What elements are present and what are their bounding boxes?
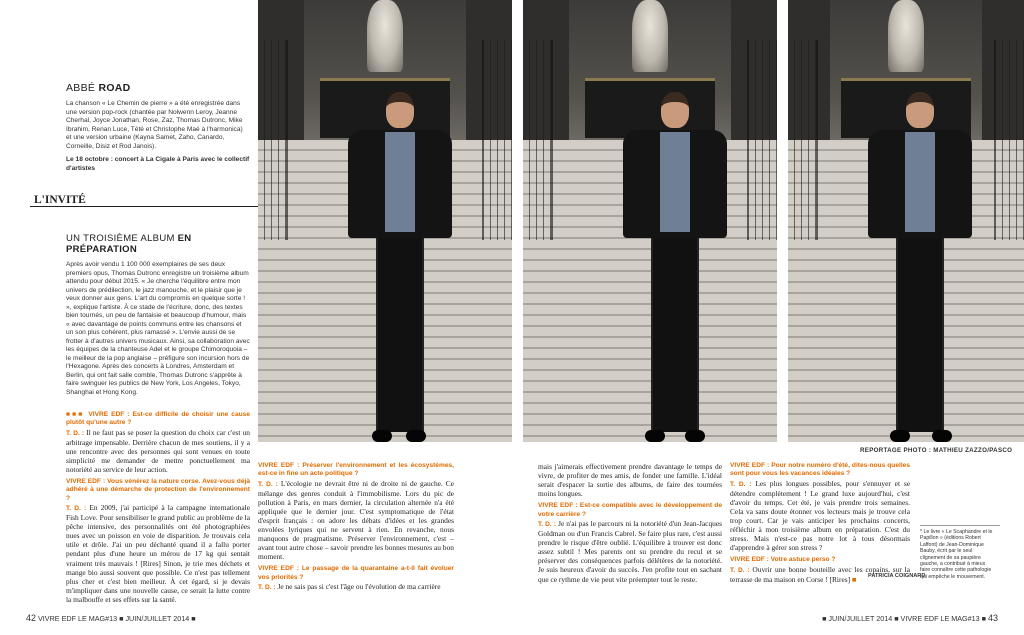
page-number: 43 — [987, 613, 998, 623]
qa-block: VIVRE EDF : Le passage de la quarantaine a-t-il fait évoluer vos priorités ? T. D. : Je ne sais pas si c'est l'âge ou l'évolution de ma carrière — [258, 565, 454, 592]
album-box — [66, 233, 250, 397]
interview-column-4 — [730, 462, 910, 588]
statue — [632, 0, 668, 72]
interview-column-3 — [538, 462, 722, 588]
interview-column-1 — [66, 411, 250, 608]
section-label: L'INVITÉ — [34, 194, 86, 206]
qa-block: VIVRE EDF : Pour notre numéro d'été, dites-nous quelles sont pour vous les vacances idéales ? T. D. : Les plus longues possibles, pour s'ennuyer et se détendre complètement ! Le grand luxe aujourd'hui, c'est d'avoir du temps. Cet été, je vais prendre trois semaines. Cela va sans doute étonner vos lecteurs mais je trouve cela trop court. Car je vais anticiper les prochains concerts, réfléchir à mon troisième album en préparation. C'est du stress. Mais n'est-ce pas notre lot à tous désormais d'apprendre à gérer son stress ? — [730, 462, 910, 553]
qa-block: VIVRE EDF : Vous vénérez la nature corse. Avez-vous déjà adhéré à une démarche de protection de l'environnement ? T. D. : En 2009, j'ai participé à la campagne internationale Fish Love. Pour sensibiliser le grand public au problème de la pêche intensive, des personnalités ont été photographiées nues avec un poisson en voie de disparition. Je trouvais cela utile et drôle. J'ai un peu déchanté quand il a fallu porter pendant plus d'une heure un mérou de 17 kg qui sentait vraiment très mauvais ! [Rires] Sinon, je trie mes déchets et mange bio aussi souvent que possible. Ce n'est pas tellement plus cher et c'est bien meilleur. À cet égard, si je devais m'impliquer dans une nouvelle cause, ce serait la lutte contre la malbouffe et ses effets sur la santé. — [66, 478, 250, 604]
qa-block: ■■■ VIVRE EDF : Est-ce difficile de choisir une cause plutôt qu'une autre ? T. D. : Il ne faut pas se poser la question du choix car c'est un arbitrage impensable. Derrière chacun de mes soutiens, il y a une rencontre avec des personnes qui sont venues en toute simplicité me demander de mettre ponctuellement ma notoriété au service de leur action. — [66, 411, 250, 474]
qa-block: VIVRE EDF : Est-ce compatible avec le développement de votre carrière ? T. D. : Je n'ai pas le parcours ni la notoriété d'un Jean-Jacques Goldman ou d'un Francis Cabrel. Se faire plus rare, c'est aussi prendre le risque d'être oublié. L'équilibre à trouver est donc assez subtil ! Mes parents ont su prendre du recul et se préserver des conséquences parfois délétères de la notoriété. Je suis heureux d'avoir du succès. J'en profite tout en sachant que ce rythme de vie peut vite préempter tout le reste. — [538, 502, 723, 584]
sidebar-title: ABBÉ ROAD — [66, 82, 131, 94]
portrait-figure — [860, 92, 980, 442]
page-number: 42 — [26, 613, 37, 623]
photo-dutronc-3 — [788, 0, 1024, 442]
sidebar-body: La chanson « Le Chemin de pierre » a été enregistrée dans une version pop-rock (chantée par Nolwenn Leroy, Jeanne Cherhal, Joyce Jonathan, Rose, Zaz, Thomas Dutronc, Mike Ibrahim, Renan Luce, Tété et Christophe Maé à l'harmonica) et une version urbaine (Kayna Samet, Zaho, Canardo, Corneille, Disiz et Rod Janois). — [66, 100, 243, 150]
album-title: UN TROISIÈME ALBUM EN PRÉPARATION — [66, 233, 192, 255]
qa-block: VIVRE EDF : Votre astuce perso ? T. D. : Ouvrir une bonne bouteille avec les copains, sur la terrasse de ma maison en Corse ! [Rires] ■ — [730, 556, 910, 584]
statue — [888, 0, 924, 72]
photo-dutronc-2 — [523, 0, 777, 442]
sidebar-concert: Le 18 octobre : concert à La Cigale à Paris avec le collectif d'artistes — [66, 156, 250, 172]
folio-text: VIVRE EDF LE MAG#13 ■ JUIN/JUILLET 2014 ■ — [38, 614, 196, 623]
section-rule — [30, 206, 258, 207]
photo-dutronc-1 — [258, 0, 512, 442]
sidebar-abbe-road — [66, 82, 250, 173]
folio-right — [822, 613, 998, 623]
folio-left — [26, 613, 196, 623]
statue — [367, 0, 403, 72]
lead-dots: ■■■ — [66, 411, 89, 418]
qa-block: VIVRE EDF : Préserver l'environnement et les écosystèmes, est-ce in fine un acte politique ? T. D. : L'écologie ne devrait être ni de droite ni de gauche. Ce mélange des genres conduit à l'immobilisme. Lors du pic de pollution à Paris, en mars dernier, la circulation alternée n'a été appliquée que le dernier jour. C'est symptomatique de l'état d'esprit français : on adore les débats d'idées et les grandes envolées lyriques qui ne servent à rien. En revanche, nous manquons de pragmatisme. Préserver l'environnement, c'est – avant tout autre chose – savoir prendre les bonnes mesures au bon moment. — [258, 462, 454, 562]
book-footnote: * Le livre « Le Scaphandre et le Papillon » (éditions Robert Laffont) de Jean-Dominique Bauby, écrit par le seul clignement de sa paupière gauche, a contribué à mieux faire connaître cette pathologie qui empêche le mouvement. — [920, 529, 993, 580]
note-rule — [920, 525, 1000, 526]
photo-credit: REPORTAGE PHOTO : MATHIEU ZAZZO/PASCO — [860, 447, 1013, 454]
interview-column-2 — [258, 462, 454, 596]
portrait-figure — [615, 92, 735, 442]
end-mark: ■ — [851, 574, 857, 584]
album-body: Après avoir vendu 1 100 000 exemplaires de ses deux premiers opus, Thomas Dutronc enregistre un troisième album attendu pour début 2015. « Je cherche l'équilibre entre mon univers de prédilection, le jazz manouche, et le plaisir que je veux donner aux gens. L'art du compromis en quelque sorte ! », explique l'artiste. À ce stade de l'écriture, donc, des textes bien tournés, un peu de fantaisie et beaucoup d'humour, mais « avec davantage de points communs entre les chansons et un son plus cohérent, plus ramassé ». L'envie aussi de se frotter à d'autres univers musicaux. Ainsi, sa collaboration avec les équipes de la chanteuse Adel et le groupe Chimoroquoia – le meilleur de la pop anglaise – préfigure son incursion hors de l'Hexagone. Après des concerts à Londres, Amsterdam et Berlin, qui ont fait salle comble, Thomas Dutronc s'apprête à faire swinguer les publics de New York, Los Angeles, Tokyo, Shanghai et Hong Kong. — [66, 261, 250, 396]
portrait-figure — [340, 92, 460, 442]
folio-text: ■ JUIN/JUILLET 2014 ■ VIVRE EDF LE MAG#13 ■ — [822, 614, 986, 623]
author-signature: PATRICIA COIGNARD — [868, 573, 926, 579]
answer-continued: mais j'aimerais effectivement prendre davantage le temps de vivre, de profiter de mes amis, de fonder une famille. L'idéal serait d'espacer la sortie des albums, de faire des tournées moins longues. — [538, 462, 722, 499]
